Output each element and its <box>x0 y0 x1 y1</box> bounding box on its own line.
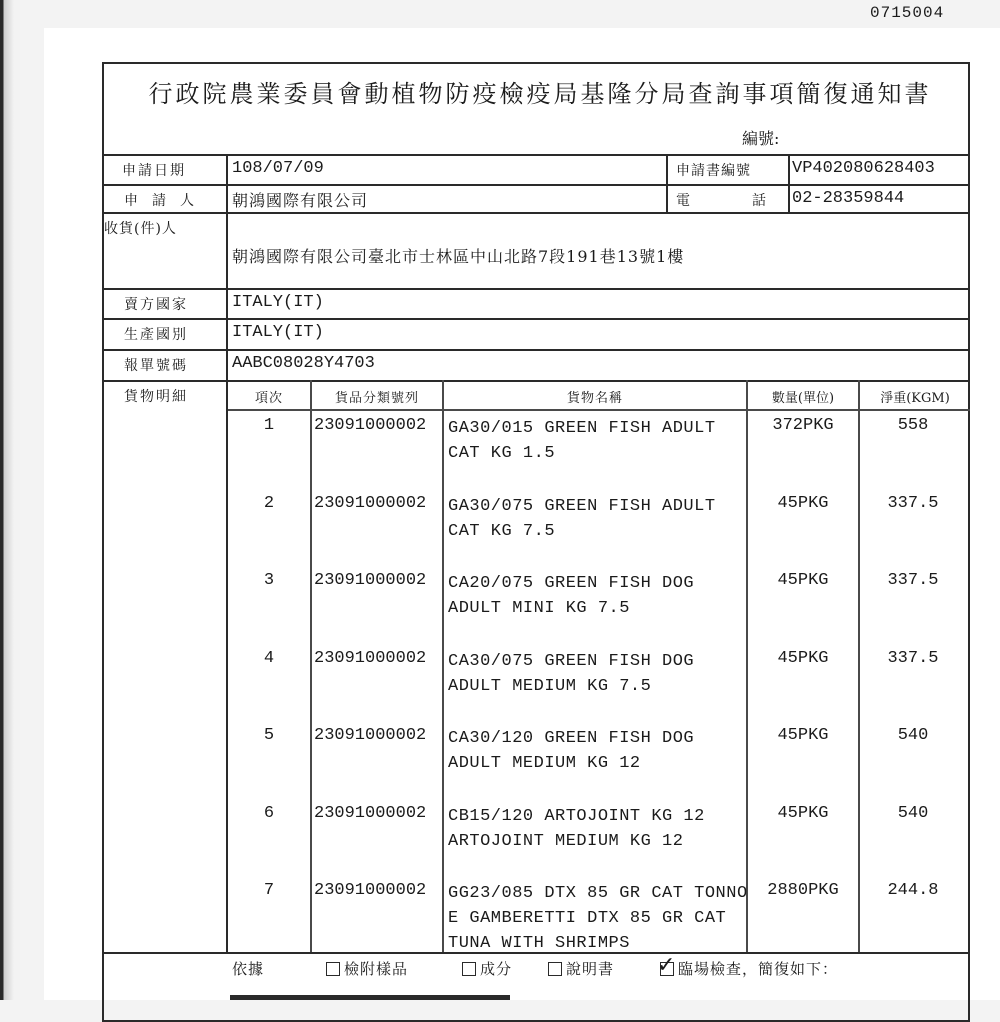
goods-name-line: E GAMBERETTI DTX 85 GR CAT <box>448 909 727 928</box>
row-classification-code: 23091000002 <box>314 416 427 435</box>
phone-label: 電話 <box>676 193 828 209</box>
basis-option-manual <box>548 958 614 979</box>
goods-name-line: ADULT MEDIUM KG 12 <box>448 754 641 773</box>
seller-country-value: ITALY(IT) <box>232 293 324 312</box>
goods-details-label: 貨物明細 <box>124 389 188 405</box>
phone-value: 02-28359844 <box>792 189 905 208</box>
row-item-number: 1 <box>263 416 275 435</box>
row-quantity: 372PKG <box>772 416 834 435</box>
row-quantity: 45PKG <box>777 726 829 745</box>
inspection-checkbox <box>657 953 677 978</box>
declaration-number-value: AABC08028Y4703 <box>232 354 375 373</box>
row-goods-name <box>448 726 694 776</box>
corner-number: 0715004 <box>870 4 945 22</box>
row-quantity: 2880PKG <box>767 881 839 900</box>
origin-country-label: 生產國別 <box>124 327 188 343</box>
seller-country-label: 賣方國家 <box>124 297 188 313</box>
rule-line <box>102 154 970 156</box>
check-mark-icon: ✓ <box>657 953 677 978</box>
row-classification-code: 23091000002 <box>314 494 427 513</box>
rule-line <box>102 349 970 351</box>
goods-name-line: CA20/075 GREEN FISH DOG <box>448 574 695 593</box>
application-date-label: 申請日期 <box>122 163 186 179</box>
scan-left-edge <box>0 0 14 1000</box>
goods-name-line: GA30/075 GREEN FISH ADULT <box>448 497 716 516</box>
consignee-label: 收貨(件)人 <box>104 221 177 237</box>
rule-line <box>102 380 970 382</box>
basis-option-samples <box>326 958 408 979</box>
row-net-weight: 337.5 <box>887 649 939 668</box>
application-date-value: 108/07/09 <box>232 159 324 178</box>
serial-label: 編號: <box>742 129 780 148</box>
basis-option-ingredients <box>462 958 512 979</box>
goods-name-line: CB15/120 ARTOJOINT KG 12 <box>448 807 705 826</box>
ingredients-checkbox <box>462 962 476 976</box>
row-net-weight: 337.5 <box>887 571 939 590</box>
row-classification-code: 23091000002 <box>314 881 427 900</box>
basis-option-label: 成分 <box>480 960 513 978</box>
rule-line <box>102 184 970 186</box>
row-goods-name <box>448 416 716 466</box>
row-item-number: 7 <box>263 881 275 900</box>
row-item-number: 2 <box>263 494 275 513</box>
goods-name-line: CAT KG 1.5 <box>448 444 556 463</box>
goods-name-line: CAT KG 7.5 <box>448 522 556 541</box>
row-quantity: 45PKG <box>777 649 829 668</box>
row-classification-code: 23091000002 <box>314 649 427 668</box>
row-net-weight: 540 <box>897 726 929 745</box>
applicant-label: 申請人 <box>124 193 208 209</box>
goods-name-line: GG23/085 DTX 85 GR CAT TONNO <box>448 884 748 903</box>
row-quantity: 45PKG <box>777 494 829 513</box>
row-item-number: 3 <box>263 571 275 590</box>
rule-line <box>102 288 970 290</box>
header-name: 貨物名稱 <box>566 391 623 406</box>
row-classification-code: 23091000002 <box>314 571 427 590</box>
basis-suffix: ，簡復如下： <box>742 960 839 978</box>
rule-line <box>442 380 444 952</box>
row-item-number: 6 <box>263 804 275 823</box>
goods-name-line: GA30/015 GREEN FISH ADULT <box>448 419 716 438</box>
rule-line <box>666 154 668 212</box>
goods-name-line: CA30/075 GREEN FISH DOG <box>448 652 695 671</box>
row-classification-code: 23091000002 <box>314 726 427 745</box>
row-goods-name <box>448 494 716 544</box>
header-weight: 淨重(KGM) <box>880 391 950 406</box>
row-item-number: 4 <box>263 649 275 668</box>
row-goods-name <box>448 881 748 956</box>
samples-checkbox <box>326 962 340 976</box>
goods-name-line: ADULT MEDIUM KG 7.5 <box>448 677 652 696</box>
header-quantity: 數量(單位) <box>771 391 835 406</box>
declaration-number-label: 報單號碼 <box>124 358 188 374</box>
row-goods-name <box>448 649 694 699</box>
rule-line <box>102 212 970 214</box>
rule-line <box>310 380 312 952</box>
basis-option-inspection <box>657 953 839 979</box>
row-goods-name <box>448 571 694 621</box>
consignee-value: 朝鴻國際有限公司臺北市士林區中山北路7段191巷13號1樓 <box>232 247 685 266</box>
row-item-number: 5 <box>263 726 275 745</box>
basis-label: 依據 <box>232 960 265 978</box>
rule-line <box>102 318 970 320</box>
header-item: 項次 <box>254 391 283 406</box>
row-goods-name <box>448 804 705 854</box>
goods-name-line: ADULT MINI KG 7.5 <box>448 599 630 618</box>
application-number-value: VP402080628403 <box>792 159 935 178</box>
row-net-weight: 558 <box>897 416 929 435</box>
row-quantity: 45PKG <box>777 571 829 590</box>
row-net-weight: 540 <box>897 804 929 823</box>
header-code: 貨品分類號列 <box>334 391 419 406</box>
document-title: 行政院農業委員會動植物防疫檢疫局基隆分局查詢事項簡復通知書 <box>148 80 932 108</box>
row-net-weight: 244.8 <box>887 881 939 900</box>
rule-line <box>226 154 228 952</box>
application-number-label: 申請書編號 <box>676 163 751 179</box>
row-classification-code: 23091000002 <box>314 804 427 823</box>
goods-name-line: TUNA WITH SHRIMPS <box>448 934 630 953</box>
basis-option-label: 說明書 <box>566 960 615 978</box>
applicant-value: 朝鴻國際有限公司 <box>232 191 369 210</box>
basis-option-label: 檢附樣品 <box>344 960 409 978</box>
goods-name-line: ARTOJOINT MEDIUM KG 12 <box>448 832 684 851</box>
origin-country-value: ITALY(IT) <box>232 323 324 342</box>
basis-option-label: 臨場檢查 <box>678 960 743 978</box>
row-quantity: 45PKG <box>777 804 829 823</box>
row-net-weight: 337.5 <box>887 494 939 513</box>
manual-checkbox <box>548 962 562 976</box>
bottom-rule <box>230 995 510 1000</box>
goods-name-line: CA30/120 GREEN FISH DOG <box>448 729 695 748</box>
